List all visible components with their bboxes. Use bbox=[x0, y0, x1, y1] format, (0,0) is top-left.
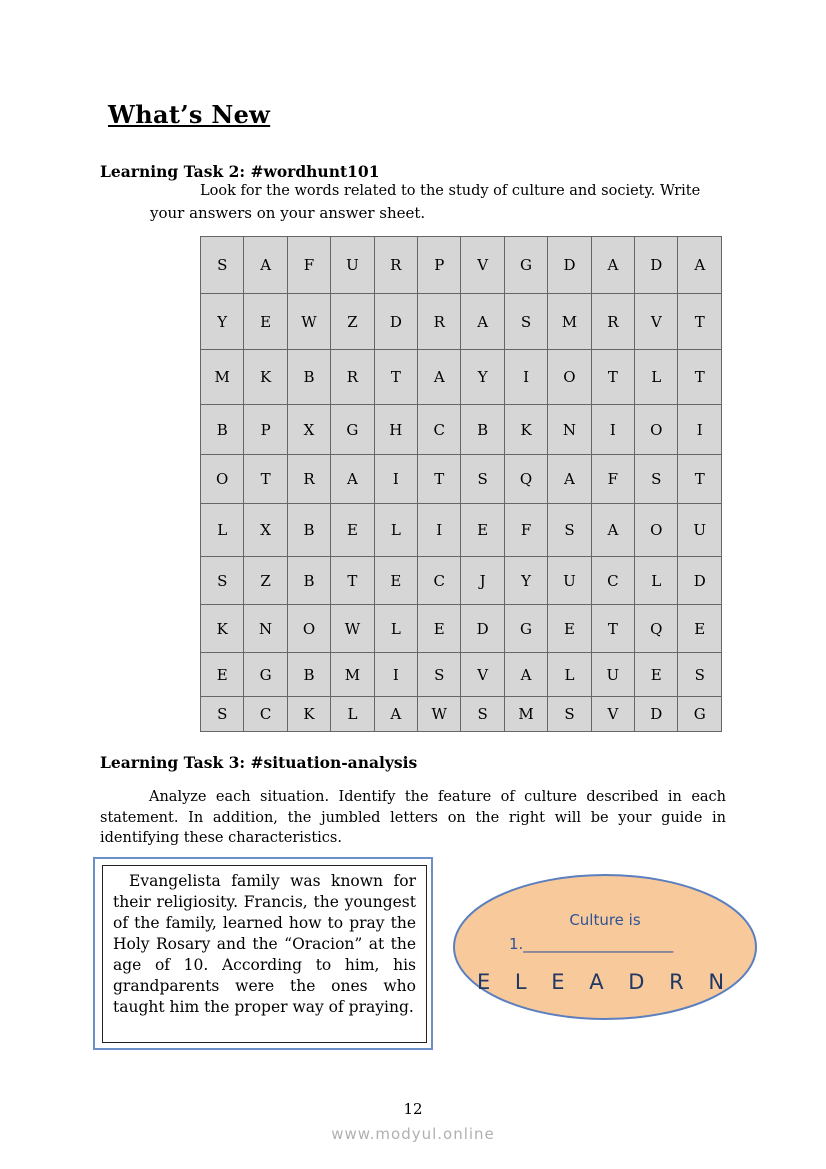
grid-cell[interactable]: L bbox=[374, 504, 417, 557]
grid-cell[interactable]: E bbox=[548, 605, 591, 653]
grid-cell[interactable]: A bbox=[244, 237, 287, 294]
grid-cell[interactable]: D bbox=[461, 605, 504, 653]
grid-cell[interactable]: S bbox=[461, 697, 504, 732]
grid-cell[interactable]: C bbox=[591, 557, 634, 605]
grid-cell[interactable]: N bbox=[548, 405, 591, 455]
grid-cell[interactable]: W bbox=[287, 294, 330, 350]
grid-cell[interactable]: I bbox=[374, 653, 417, 697]
grid-cell[interactable]: N bbox=[244, 605, 287, 653]
grid-cell[interactable]: Q bbox=[504, 455, 547, 504]
grid-cell[interactable]: L bbox=[548, 653, 591, 697]
grid-cell[interactable]: T bbox=[374, 350, 417, 405]
grid-cell[interactable]: V bbox=[461, 237, 504, 294]
grid-cell[interactable]: R bbox=[374, 237, 417, 294]
grid-row bbox=[201, 653, 722, 697]
grid-cell[interactable]: G bbox=[504, 605, 547, 653]
grid-cell[interactable]: S bbox=[635, 455, 678, 504]
grid-cell[interactable]: A bbox=[678, 237, 722, 294]
grid-cell[interactable]: E bbox=[201, 653, 244, 697]
answer-blank[interactable]: 1.____________________ bbox=[509, 935, 674, 953]
grid-cell[interactable]: T bbox=[591, 350, 634, 405]
grid-cell[interactable]: E bbox=[635, 653, 678, 697]
grid-row bbox=[201, 294, 722, 350]
grid-cell[interactable]: F bbox=[591, 455, 634, 504]
grid-cell[interactable]: I bbox=[591, 405, 634, 455]
grid-cell[interactable]: S bbox=[461, 455, 504, 504]
grid-row bbox=[201, 605, 722, 653]
grid-cell[interactable]: C bbox=[418, 405, 461, 455]
grid-cell[interactable]: S bbox=[201, 237, 244, 294]
grid-cell[interactable]: K bbox=[287, 697, 330, 732]
section-title: What’s New bbox=[108, 100, 271, 129]
grid-row bbox=[201, 697, 722, 732]
grid-cell[interactable]: Z bbox=[244, 557, 287, 605]
grid-cell[interactable]: M bbox=[548, 294, 591, 350]
grid-cell[interactable]: O bbox=[548, 350, 591, 405]
grid-cell[interactable]: E bbox=[461, 504, 504, 557]
grid-cell[interactable]: Y bbox=[504, 557, 547, 605]
grid-cell[interactable]: O bbox=[635, 504, 678, 557]
grid-cell[interactable]: B bbox=[287, 557, 330, 605]
grid-cell[interactable]: X bbox=[287, 405, 330, 455]
grid-cell[interactable]: V bbox=[591, 697, 634, 732]
oval-label: Culture is bbox=[569, 911, 641, 929]
grid-cell[interactable]: I bbox=[504, 350, 547, 405]
task3-instructions-text: Analyze each situation. Identify the feature of culture described in each statement. In addition, the jumbled letters on the right will be your guide in identifying these characteristics. bbox=[100, 789, 726, 846]
task3-instructions bbox=[100, 787, 726, 849]
grid-cell[interactable]: U bbox=[591, 653, 634, 697]
page-number: 12 bbox=[403, 1100, 423, 1118]
grid-cell[interactable]: O bbox=[201, 455, 244, 504]
task3-title: Learning Task 3: #situation-analysis bbox=[100, 753, 418, 772]
grid-cell[interactable]: G bbox=[678, 697, 722, 732]
grid-row bbox=[201, 237, 722, 294]
grid-cell[interactable]: I bbox=[418, 504, 461, 557]
grid-cell[interactable]: K bbox=[201, 605, 244, 653]
grid-cell[interactable]: T bbox=[591, 605, 634, 653]
grid-cell[interactable]: L bbox=[331, 697, 374, 732]
grid-cell[interactable]: F bbox=[504, 504, 547, 557]
grid-cell[interactable]: R bbox=[418, 294, 461, 350]
grid-cell[interactable]: Y bbox=[201, 294, 244, 350]
grid-cell[interactable]: H bbox=[374, 405, 417, 455]
grid-row bbox=[201, 557, 722, 605]
grid-cell[interactable]: S bbox=[548, 697, 591, 732]
grid-cell[interactable]: B bbox=[287, 653, 330, 697]
grid-cell[interactable]: E bbox=[678, 605, 722, 653]
grid-cell[interactable]: W bbox=[418, 697, 461, 732]
grid-cell[interactable]: T bbox=[331, 557, 374, 605]
situation-text: Evangelista family was known for their religiosity. Francis, the youngest of the family, learned how to pray the Holy Rosary and the “Oracion” at the age of 10. According to him, his grandparents were the ones who taught him the proper way of praying. bbox=[113, 872, 416, 1016]
grid-cell[interactable]: B bbox=[287, 504, 330, 557]
grid-cell[interactable]: V bbox=[635, 294, 678, 350]
grid-cell[interactable]: L bbox=[635, 557, 678, 605]
grid-cell[interactable]: U bbox=[678, 504, 722, 557]
grid-cell[interactable]: E bbox=[374, 557, 417, 605]
grid-cell[interactable]: O bbox=[635, 405, 678, 455]
grid-cell[interactable]: S bbox=[548, 504, 591, 557]
grid-cell[interactable]: T bbox=[678, 294, 722, 350]
grid-cell[interactable]: V bbox=[461, 653, 504, 697]
grid-cell[interactable]: K bbox=[244, 350, 287, 405]
grid-cell[interactable]: Z bbox=[331, 294, 374, 350]
task2-instructions-line1: Look for the words related to the study of culture and society. Write bbox=[200, 183, 701, 199]
grid-cell[interactable]: W bbox=[331, 605, 374, 653]
grid-cell[interactable]: R bbox=[591, 294, 634, 350]
grid-cell[interactable]: A bbox=[591, 237, 634, 294]
grid-row bbox=[201, 504, 722, 557]
grid-cell[interactable]: A bbox=[548, 455, 591, 504]
grid-cell[interactable]: Y bbox=[461, 350, 504, 405]
grid-cell[interactable]: T bbox=[678, 455, 722, 504]
grid-cell[interactable]: M bbox=[504, 697, 547, 732]
grid-cell[interactable]: D bbox=[678, 557, 722, 605]
grid-cell[interactable]: D bbox=[548, 237, 591, 294]
grid-cell[interactable]: M bbox=[331, 653, 374, 697]
grid-cell[interactable]: L bbox=[374, 605, 417, 653]
grid-cell[interactable]: R bbox=[331, 350, 374, 405]
grid-cell[interactable]: D bbox=[635, 697, 678, 732]
grid-cell[interactable]: S bbox=[418, 653, 461, 697]
grid-cell[interactable]: C bbox=[418, 557, 461, 605]
watermark: www.modyul.online bbox=[331, 1125, 495, 1143]
grid-cell[interactable]: A bbox=[461, 294, 504, 350]
grid-cell[interactable]: A bbox=[331, 455, 374, 504]
grid-row bbox=[201, 455, 722, 504]
task2-title: Learning Task 2: #wordhunt101 bbox=[100, 162, 380, 181]
grid-cell[interactable]: Q bbox=[635, 605, 678, 653]
grid-cell[interactable]: E bbox=[331, 504, 374, 557]
grid-cell[interactable]: S bbox=[201, 697, 244, 732]
grid-cell[interactable]: K bbox=[504, 405, 547, 455]
grid-row bbox=[201, 350, 722, 405]
word-search-grid bbox=[200, 236, 722, 732]
grid-cell[interactable]: P bbox=[244, 405, 287, 455]
grid-cell[interactable]: G bbox=[504, 237, 547, 294]
task2-instructions-line2: your answers on your answer sheet. bbox=[150, 204, 426, 222]
grid-cell[interactable]: J bbox=[461, 557, 504, 605]
grid-cell[interactable]: R bbox=[287, 455, 330, 504]
grid-cell[interactable]: S bbox=[201, 557, 244, 605]
grid-cell[interactable]: X bbox=[244, 504, 287, 557]
grid-cell[interactable]: M bbox=[201, 350, 244, 405]
grid-cell[interactable]: G bbox=[244, 653, 287, 697]
grid-cell[interactable]: D bbox=[374, 294, 417, 350]
grid-cell[interactable]: P bbox=[418, 237, 461, 294]
grid-cell[interactable]: S bbox=[678, 653, 722, 697]
grid-cell[interactable]: S bbox=[504, 294, 547, 350]
grid-cell[interactable]: C bbox=[244, 697, 287, 732]
grid-row bbox=[201, 405, 722, 455]
grid-cell[interactable]: L bbox=[635, 350, 678, 405]
grid-cell[interactable]: E bbox=[418, 605, 461, 653]
grid-cell[interactable]: T bbox=[244, 455, 287, 504]
grid-cell[interactable]: B bbox=[201, 405, 244, 455]
grid-cell[interactable]: B bbox=[461, 405, 504, 455]
grid-cell[interactable]: E bbox=[244, 294, 287, 350]
grid-cell[interactable]: U bbox=[331, 237, 374, 294]
grid-cell[interactable]: G bbox=[331, 405, 374, 455]
grid-cell[interactable]: O bbox=[287, 605, 330, 653]
grid-cell[interactable]: D bbox=[635, 237, 678, 294]
grid-cell[interactable]: A bbox=[374, 697, 417, 732]
grid-cell[interactable]: A bbox=[591, 504, 634, 557]
grid-cell[interactable]: A bbox=[418, 350, 461, 405]
grid-cell[interactable]: I bbox=[374, 455, 417, 504]
grid-cell[interactable]: U bbox=[548, 557, 591, 605]
grid-cell[interactable]: L bbox=[201, 504, 244, 557]
grid-cell[interactable]: T bbox=[418, 455, 461, 504]
jumbled-letters: E L E A D R N bbox=[476, 970, 734, 994]
grid-cell[interactable]: B bbox=[287, 350, 330, 405]
grid-cell[interactable]: F bbox=[287, 237, 330, 294]
grid-cell[interactable]: A bbox=[504, 653, 547, 697]
grid-cell[interactable]: T bbox=[678, 350, 722, 405]
grid-cell[interactable]: I bbox=[678, 405, 722, 455]
